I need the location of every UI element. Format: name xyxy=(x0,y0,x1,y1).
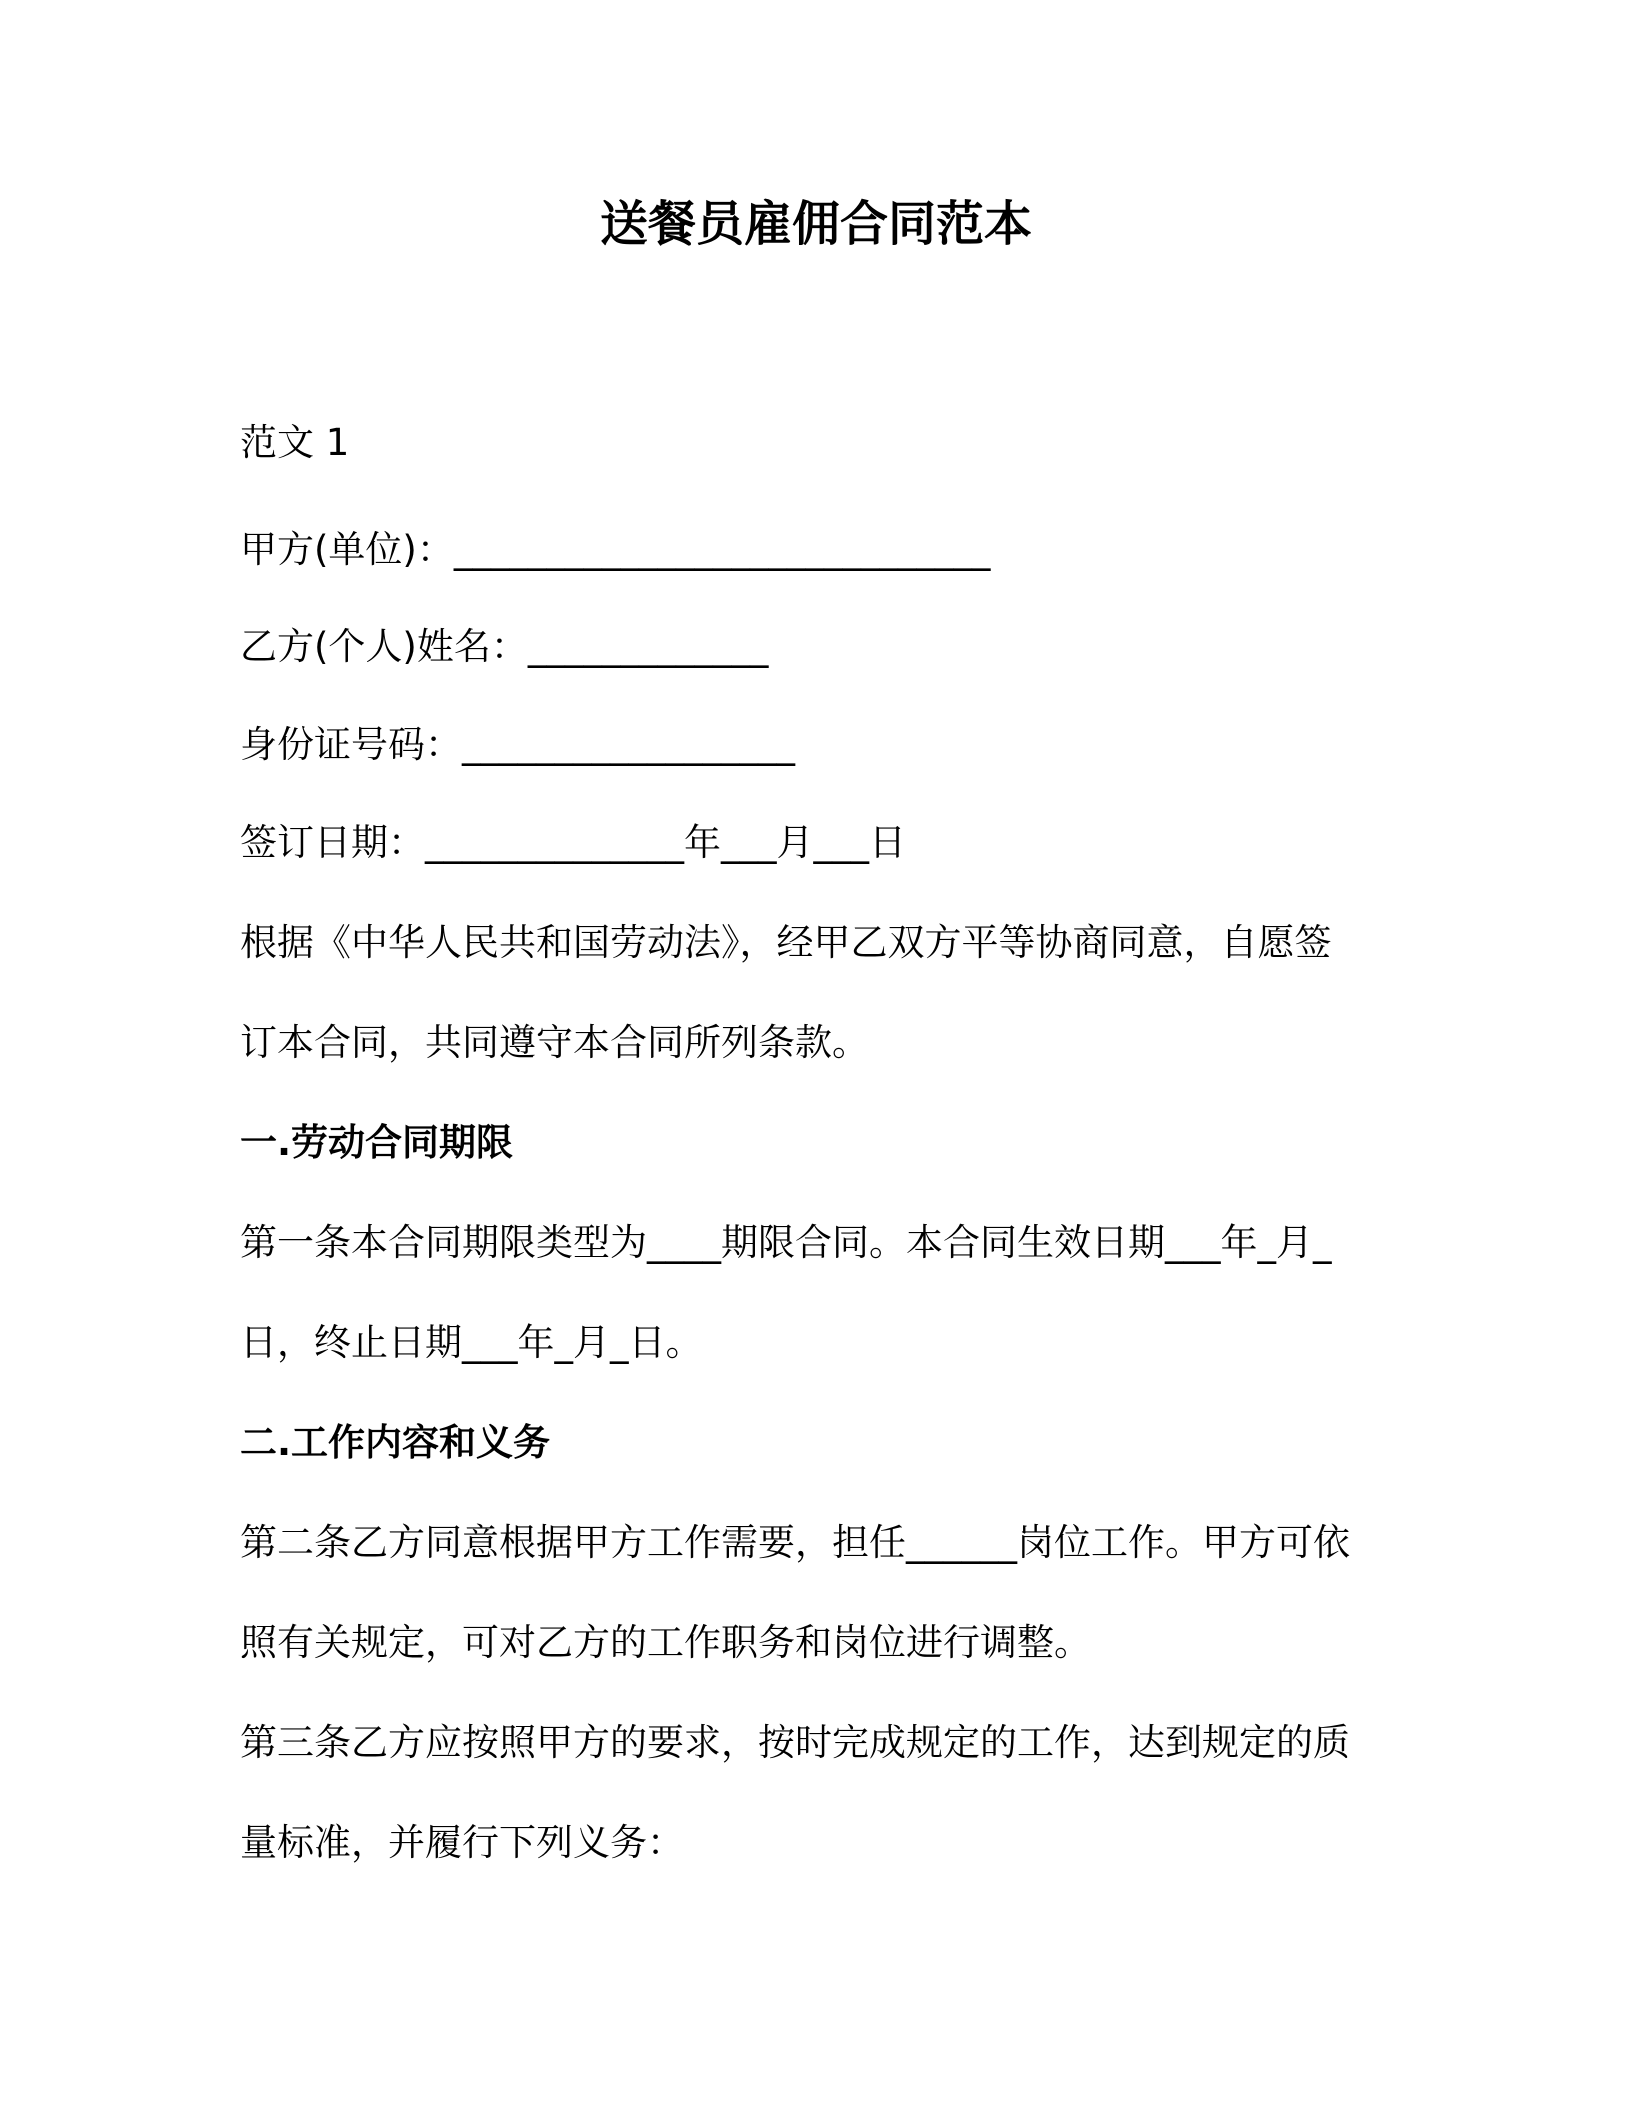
id-number-field: 身份证号码：__________________ xyxy=(240,723,795,766)
signing-date-field: 签订日期：______________年___月___日 xyxy=(240,821,906,864)
article-2-line-2: 照有关规定，可对乙方的工作职务和岗位进行调整。 xyxy=(240,1621,1091,1664)
preamble-line-2: 订本合同，共同遵守本合同所列条款。 xyxy=(240,1021,869,1064)
article-1-line-2: 日，终止日期___年_月_日。 xyxy=(240,1321,703,1364)
article-1-line-1: 第一条本合同期限类型为____期限合同。本合同生效日期___年_月_ xyxy=(240,1221,1332,1264)
article-3-line-1: 第三条乙方应按照甲方的要求，按时完成规定的工作，达到规定的质 xyxy=(240,1721,1350,1764)
section-heading-duties: 二.工作内容和义务 xyxy=(240,1421,551,1464)
sample-label: 范文 1 xyxy=(240,421,350,464)
article-3-line-2: 量标准，并履行下列义务： xyxy=(240,1821,684,1864)
document-title: 送餐员雇佣合同范本 xyxy=(599,196,1032,252)
party-a-field: 甲方(单位)：_____________________________ xyxy=(240,528,991,571)
party-b-name-field: 乙方(个人)姓名：_____________ xyxy=(240,625,769,668)
article-2-line-1: 第二条乙方同意根据甲方工作需要，担任______岗位工作。甲方可依 xyxy=(240,1521,1350,1564)
section-heading-term: 一.劳动合同期限 xyxy=(240,1121,514,1164)
preamble-line-1: 根据《中华人民共和国劳动法》，经甲乙双方平等协商同意，自愿签 xyxy=(240,921,1332,964)
